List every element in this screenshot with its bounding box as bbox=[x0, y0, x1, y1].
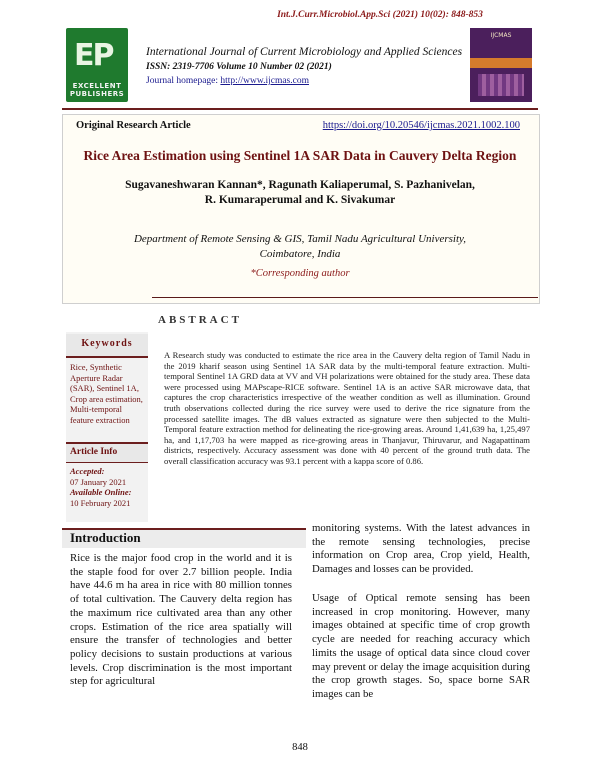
body-column-right bbox=[312, 592, 530, 702]
affiliation-line-1: Department of Remote Sensing & GIS, Tamil Nadu Agricultural University, bbox=[133, 233, 467, 245]
accepted-date: 07 January 2021 bbox=[70, 476, 127, 487]
cover-title: IJCMAS bbox=[490, 32, 512, 39]
article-dates bbox=[70, 466, 146, 508]
abstract-text: A Research study was conducted to estimate the rice area in the Cauvery delta region of Tamil Nadu in the 2019 kharif season using Sentinel 1A SAR data by the multi-temporal feature extraction. Multi-temporal Sentinel 1A GRD data at VV and VH polarizations were obtained for the study area. These data were processed using MAPscape-RICE software. Sentinel 1A is an active SAR microwave data, that captures the crop characteristics irrespective of the weather condition as well as illumination. Ground truth observations collected during the rice survey were used to derive the rice signature from the processed satellite images. The dB values extracted as signature were then subjected to the Multi-Temporal feature extraction method for delineating the rice-growing areas. Around 1,41,639 ha, 1,25,497 ha, and 1,17,703 ha were mapped as rice-growing areas in Thanjavur, Thiruvarur, and Nagapattinam districts, respectively. Accuracy assessment was done with 40 percent of the ground truth data. The overall classification accuracy was 93.1 percent with a kappa score of 0.86. bbox=[164, 350, 530, 466]
publisher-logo bbox=[66, 28, 128, 102]
intro-paragraph-1: Rice is the major food crop in the world and it is the staple food for over 2.7 billion people. India have 44.6 m ha area in rice with 80 million tonnes of total cultivation. The Cauvery delta region has the maximum rice cultivated area than any other crops. Estimation of the rice area spatially will ensure the transfer of technologies and better policy decisions to sustain productions at various levels. Crop discrimination is the most important step for agricultural bbox=[70, 552, 292, 688]
cover-pattern bbox=[478, 74, 524, 96]
intro-heading: Introduction bbox=[70, 530, 141, 545]
abstract-heading: ABSTRACT bbox=[158, 314, 242, 326]
homepage-label: Journal homepage: bbox=[146, 76, 221, 86]
affiliation bbox=[62, 232, 538, 262]
journal-citation: Int.J.Curr.Microbiol.App.Sci (2021) 10(02): 848-853 bbox=[277, 10, 483, 20]
article-type: Original Research Article bbox=[76, 120, 191, 131]
cover-band bbox=[470, 58, 532, 68]
keywords-heading: Keywords bbox=[81, 338, 133, 349]
journal-homepage bbox=[146, 76, 309, 86]
intro-paragraph-3: Usage of Optical remote sensing has been increased in crop monitoring. However, many images obtained at specific time of crop growth cycle are needed for reaching accuracy which limits the usage of optical data since cloud cover may prevent or delay the image acquisition during the crop growth stages. So, space borne SAR images can be bbox=[312, 592, 530, 700]
issn-line: ISSN: 2319-7706 Volume 10 Number 02 (2021) bbox=[146, 62, 332, 72]
online-date: 10 February 2021 bbox=[70, 497, 131, 508]
keywords-header bbox=[66, 334, 148, 358]
article-title: Rice Area Estimation using Sentinel 1A SAR Data in Cauvery Delta Region bbox=[83, 148, 517, 163]
online-label: Available Online: bbox=[70, 487, 132, 497]
corresponding-author-note: *Corresponding author bbox=[250, 268, 350, 279]
logo-letters: EP bbox=[74, 38, 113, 73]
journal-cover-image bbox=[470, 28, 532, 102]
journal-name: International Journal of Current Microbiology and Applied Sciences bbox=[146, 46, 463, 58]
homepage-link[interactable]: http://www.ijcmas.com bbox=[220, 76, 309, 86]
authors-line-2: R. Kumaraperumal and K. Sivakumar bbox=[204, 194, 396, 206]
abstract-divider bbox=[152, 297, 538, 298]
body-column-right-top bbox=[312, 522, 530, 577]
accepted-label: Accepted: bbox=[70, 466, 105, 476]
intro-paragraph-2: monitoring systems. With the latest advances in the remote sensing technologies, precise information on Crop area, Crop yield, Health, Damages and losses can be provided. bbox=[312, 522, 530, 576]
keywords-list: Rice, Synthetic Aperture Radar (SAR), Sentinel 1A, Crop area estimation, Multi-temporal feature extraction bbox=[70, 362, 143, 425]
body-column-left bbox=[70, 552, 292, 689]
authors bbox=[62, 178, 538, 208]
doi-link[interactable]: https://doi.org/10.20546/ijcmas.2021.1002.100 bbox=[322, 120, 520, 131]
authors-line-1: Sugavaneshwaran Kannan*, Ragunath Kaliaperumal, S. Pazhanivelan, bbox=[125, 179, 475, 191]
article-info-heading: Article Info bbox=[70, 447, 118, 457]
affiliation-line-2: Coimbatore, India bbox=[259, 248, 341, 260]
page-number: 848 bbox=[292, 742, 308, 753]
logo-caption: EXCELLENT PUBLISHERS bbox=[69, 82, 125, 98]
article-info-header bbox=[66, 442, 148, 463]
header-divider bbox=[62, 108, 538, 110]
